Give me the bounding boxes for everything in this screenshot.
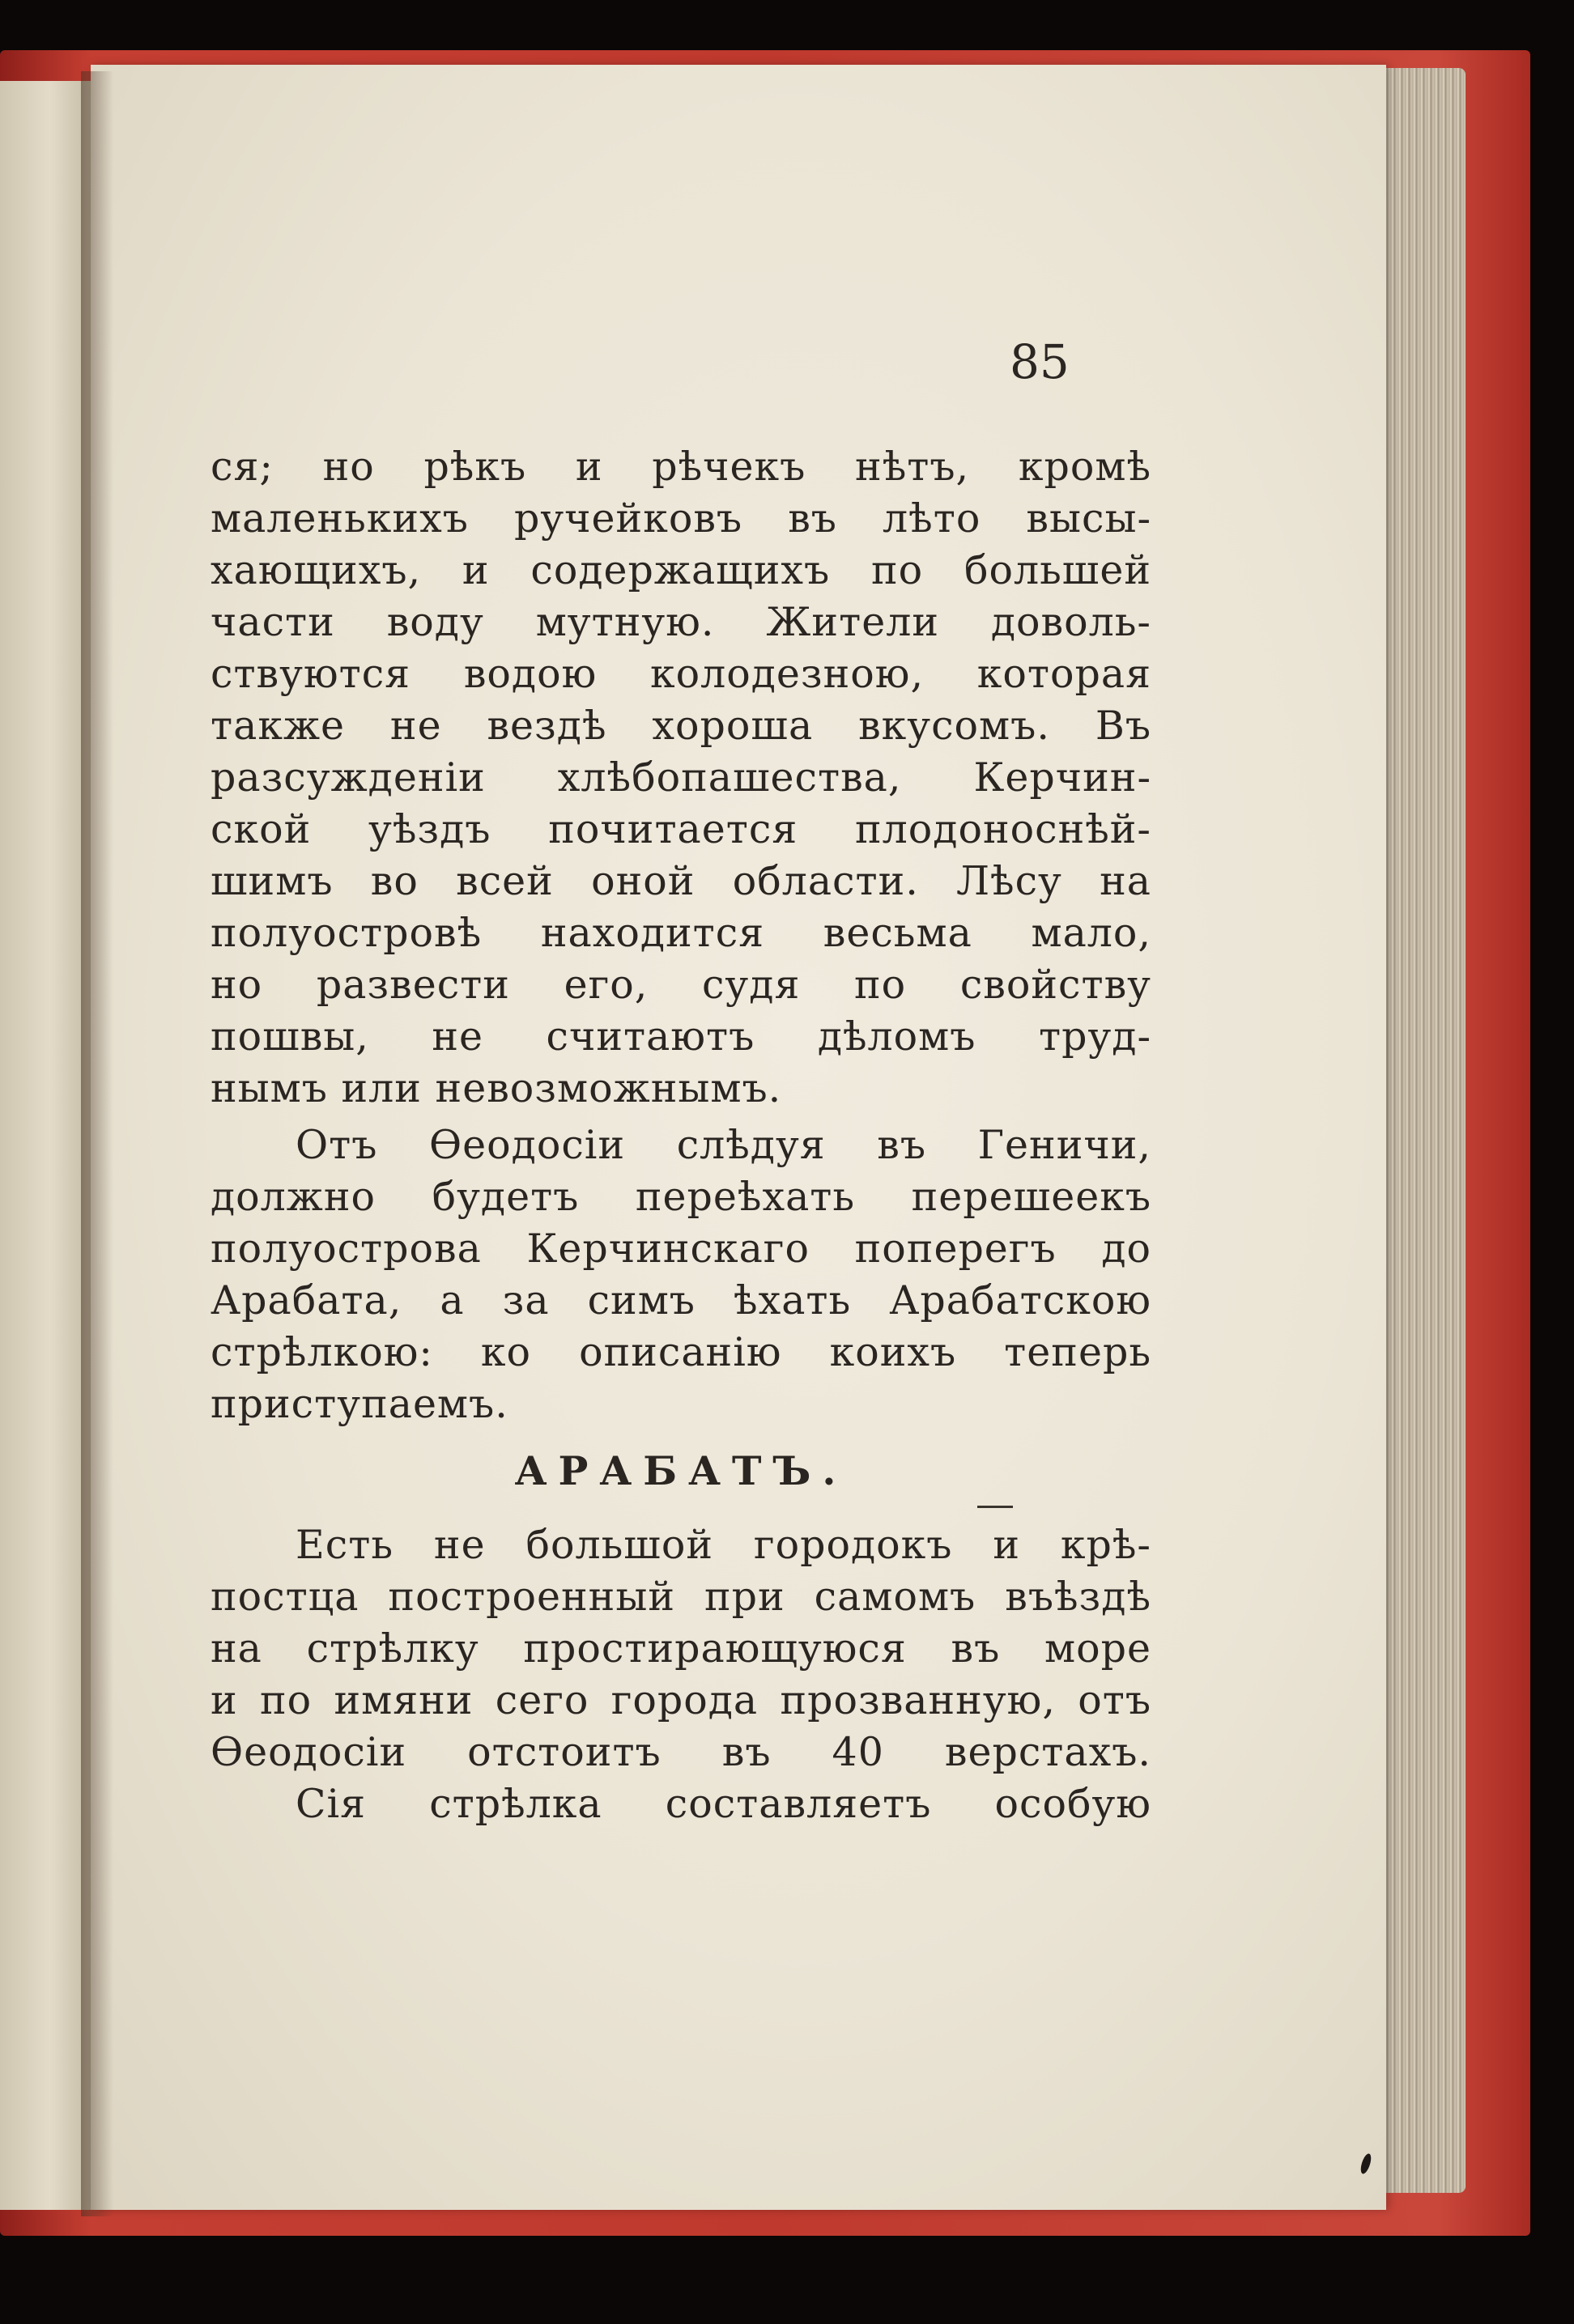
ink-spot xyxy=(1359,2152,1373,2175)
text-line: Арабата, а за симъ ѣхать Арабатскою xyxy=(211,1277,1151,1323)
text-line: также не вездѣ хороша вкусомъ. Въ xyxy=(211,703,1151,749)
text-line: части воду мутную. Жители доволь- xyxy=(211,599,1151,645)
text-line: постца построенный при самомъ въѣздѣ xyxy=(211,1574,1151,1620)
text-line: Ѳеодосіи отстоитъ въ 40 верстахъ. xyxy=(211,1729,1151,1775)
section-heading: АРАБАТЪ. xyxy=(514,1447,848,1494)
text-line: разсужденіи хлѣбопашества, Керчин- xyxy=(211,754,1151,801)
text-line: ствуются водою колодезною, которая xyxy=(211,651,1151,697)
book-page xyxy=(91,65,1386,2210)
text-line: полуострова Керчинскаго поперегъ до xyxy=(211,1226,1151,1272)
text-line: маленькихъ ручейковъ въ лѣто высы- xyxy=(211,495,1151,542)
text-line: но развести его, судя по свойству xyxy=(211,962,1151,1008)
text-line: и по имяни сего города прозванную, отъ xyxy=(211,1677,1151,1723)
text-line: ся; но рѣкъ и рѣчекъ нѣтъ, кромѣ xyxy=(211,444,1151,490)
text-line: Сія стрѣлка составляетъ особую xyxy=(296,1781,1151,1827)
left-page-edge xyxy=(0,81,91,2210)
text-line: должно будетъ переѣхать перешеекъ xyxy=(211,1174,1151,1220)
paragraph xyxy=(211,441,1151,1115)
page-number: 85 xyxy=(1010,334,1070,389)
text-line: шимъ во всей оной области. Лѣсу на xyxy=(211,858,1151,904)
text-line: Отъ Ѳеодосіи слѣдуя въ Геничи, xyxy=(296,1122,1151,1168)
text-line: ской уѣздъ почитается плодоноснѣй- xyxy=(211,806,1151,852)
paragraph xyxy=(211,1519,1151,1778)
paragraph xyxy=(211,1120,1151,1430)
text-line: нымъ или невозможнымъ. xyxy=(211,1065,782,1111)
text-line: стрѣлкою: ко описанію коихъ теперь xyxy=(211,1329,1151,1375)
text-line: приступаемъ. xyxy=(211,1381,508,1427)
text-line: пошвы, не считаютъ дѣломъ труд- xyxy=(211,1013,1151,1060)
gutter-shadow xyxy=(81,71,113,2216)
text-line: на стрѣлку простирающуюся въ море xyxy=(211,1625,1151,1672)
paragraph xyxy=(211,1778,1151,1830)
text-line: полуостровѣ находится весьма мало, xyxy=(211,910,1151,956)
text-line: Есть не большой городокъ и крѣ- xyxy=(296,1522,1151,1568)
page-text xyxy=(211,441,1151,1830)
text-line: хающихъ, и содержащихъ по большей xyxy=(211,547,1151,593)
